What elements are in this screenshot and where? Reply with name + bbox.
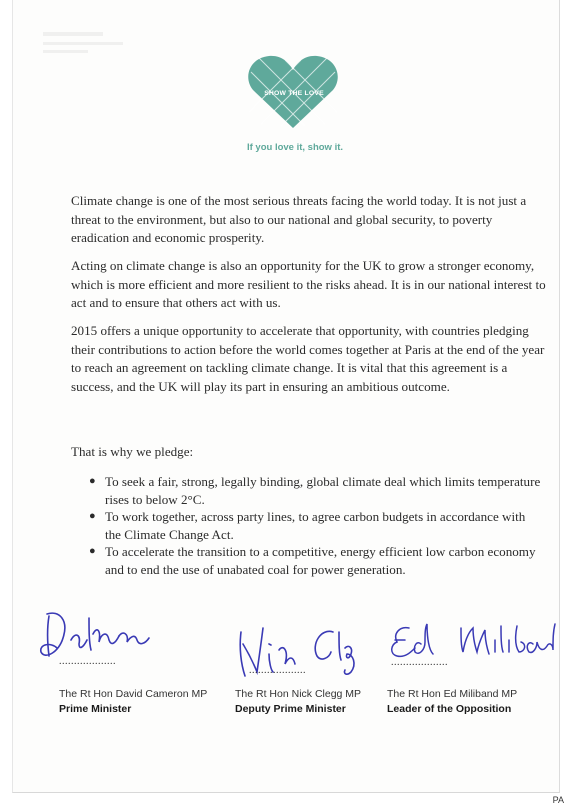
faint-letterhead-mark: [43, 30, 133, 58]
pledge-text: To seek a fair, strong, legally binding, global climate deal which limits temperature rises to below 2°C.: [105, 474, 541, 507]
pledge-intro: That is why we pledge:: [71, 444, 194, 459]
cameron-signature: [35, 604, 165, 664]
logo-heart-text: SHOW THE LOVE: [264, 90, 324, 97]
signature-line: ...................: [249, 665, 306, 676]
bullet-icon: ●: [89, 510, 96, 522]
paragraph-text: 2015 offers a unique opportunity to accelerate that opportunity, with countries pledging their contributions to action before the world comes together at Paris at the end of the year to reach an agreement on tackling climate change. It is vital that this agreement is a success, and the UK will play its part in ensuring an ambitious outcome.: [71, 323, 545, 394]
signatory-name: The Rt Hon Nick Clegg MP: [235, 688, 362, 700]
pledge-list: [71, 473, 541, 578]
paragraph-1: [71, 192, 551, 248]
photo-credit: PA: [552, 795, 564, 805]
pledge-text: To work together, across party lines, to agree carbon budgets in accordance with the Climate Change Act.: [105, 509, 526, 542]
paragraph-text: Acting on climate change is also an opportunity for the UK to grow a stronger economy, which is more efficient and more resilient to the risks ahead. It is in our national interest to act and to ensure that others act with us.: [71, 258, 546, 310]
pledge-item: [71, 508, 541, 543]
signatory-title: Deputy Prime Minister: [235, 703, 346, 715]
letter-page: [12, 0, 560, 793]
paragraph-text: Climate change is one of the most serious threats facing the world today. It is not just a threat to the environment, but also to our national and global security, to poverty eradication and economic prosperity.: [71, 193, 527, 245]
signature-line: ...................: [59, 656, 116, 667]
signatory-title: Leader of the Opposition: [387, 703, 512, 715]
signatory-name: The Rt Hon David Cameron MP: [59, 688, 208, 700]
pledge-item: [71, 543, 541, 578]
signature-line: ...................: [391, 657, 448, 668]
paragraph-3: [71, 322, 551, 396]
pledge-item: [71, 473, 541, 508]
signatory-title: Prime Minister: [59, 703, 132, 715]
signatory-name: The Rt Hon Ed Miliband MP: [387, 688, 518, 700]
bullet-icon: ●: [89, 545, 96, 557]
paragraph-2: [71, 257, 551, 313]
logo-tagline: If you love it, show it.: [246, 142, 344, 153]
bullet-icon: ●: [89, 475, 96, 487]
pledge-text: To accelerate the transition to a competitive, energy efficient low carbon economy and to end the use of unabated coal for power generation.: [105, 544, 536, 577]
